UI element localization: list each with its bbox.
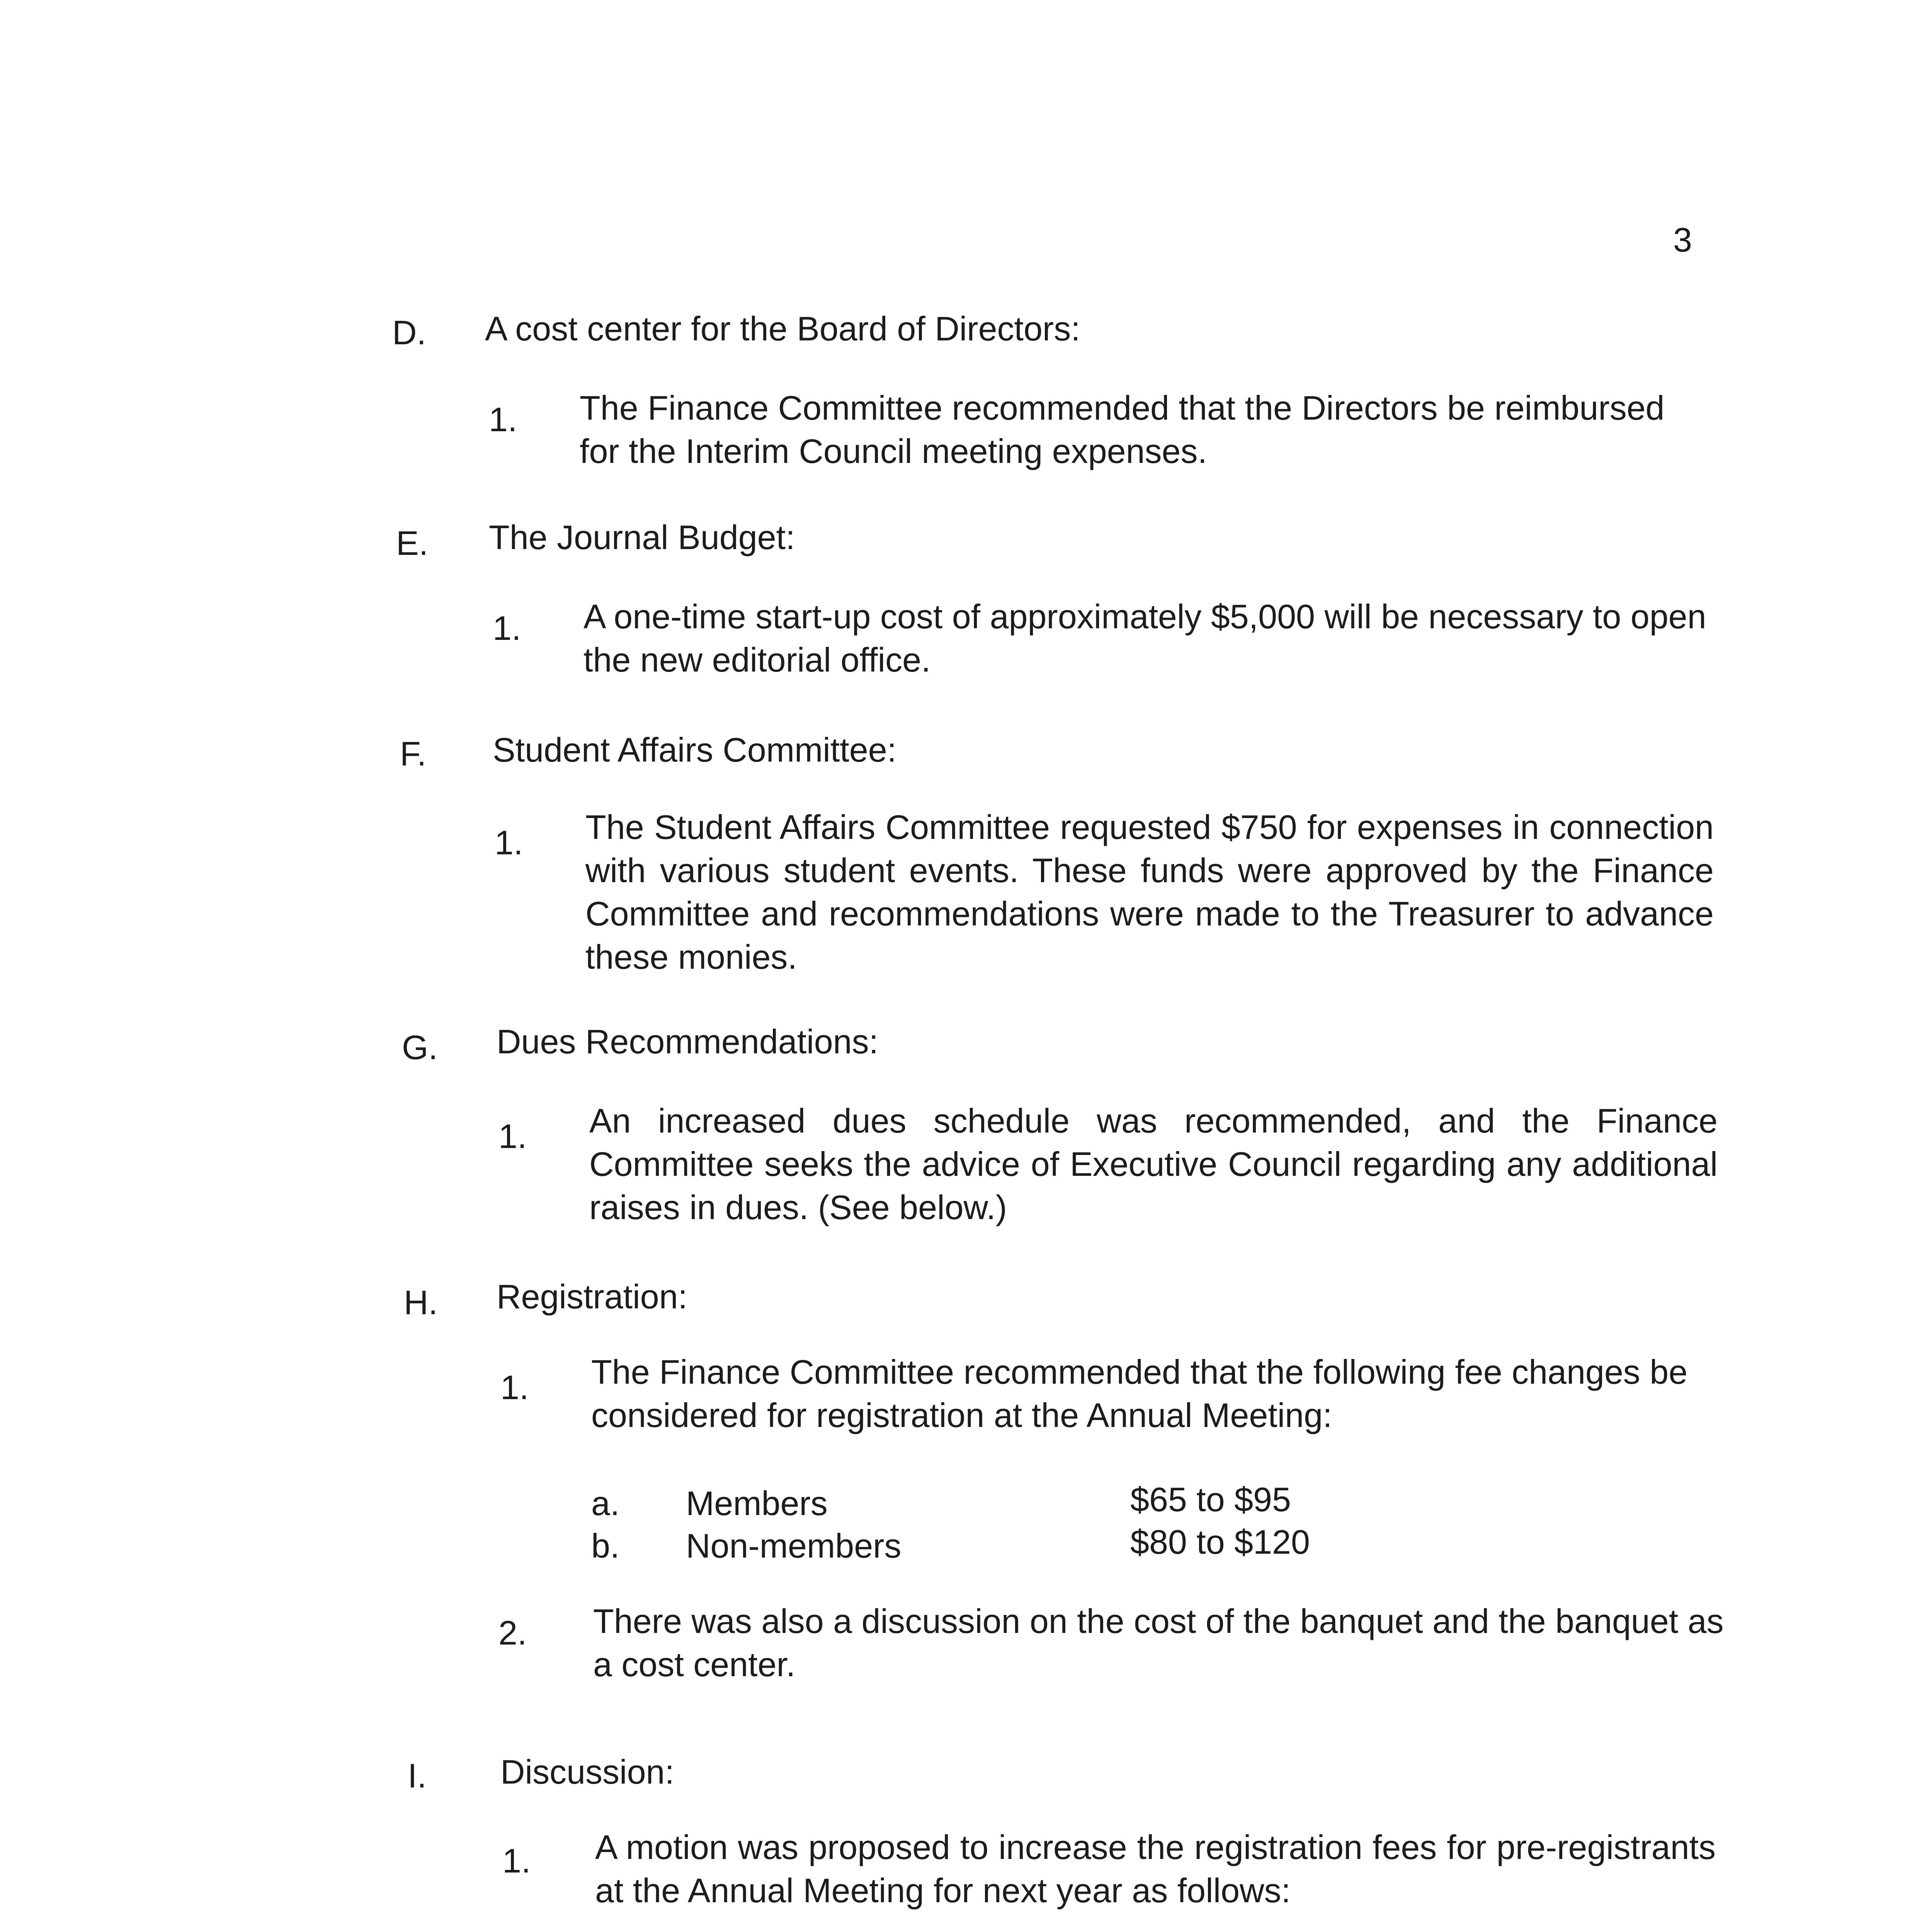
fee-label-members: Members bbox=[686, 1484, 828, 1522]
item-number-h1: 1. bbox=[500, 1368, 529, 1406]
fee-letter-b: b. bbox=[591, 1527, 620, 1565]
fee-change-non-members: $80 to $120 bbox=[1130, 1523, 1310, 1561]
item-text-g1: An increased dues schedule was recommended, and the Finance Committee seeks the advice of Executive Council regarding any additional raises in dues. (See below.) bbox=[589, 1102, 1718, 1226]
fee-label-non-members: Non-members bbox=[686, 1527, 902, 1565]
item-number-e1: 1. bbox=[493, 609, 521, 647]
section-heading-h: Registration: bbox=[497, 1277, 688, 1316]
section-heading-f: Student Affairs Committee: bbox=[493, 731, 897, 769]
section-heading-i: Discussion: bbox=[500, 1753, 674, 1791]
section-letter-i: I. bbox=[408, 1757, 427, 1795]
item-number-f1: 1. bbox=[495, 823, 523, 862]
item-text-h1: The Finance Committee recommended that the following fee changes be considered for registration at the Annual Meeting: bbox=[591, 1353, 1688, 1434]
fee-letter-a: a. bbox=[591, 1484, 620, 1522]
section-letter-g: G. bbox=[402, 1028, 438, 1066]
item-text-d1: The Finance Committee recommended that the Directors be reimbursed for the Interim Council meeting expenses. bbox=[580, 389, 1665, 470]
section-letter-f: F. bbox=[400, 735, 427, 773]
page-number: 3 bbox=[1673, 221, 1692, 259]
item-number-g1: 1. bbox=[498, 1117, 527, 1155]
item-text-h2: There was also a discussion on the cost of the banquet and the banquet as a cost center. bbox=[593, 1602, 1724, 1684]
item-number-h2: 2. bbox=[498, 1614, 527, 1652]
item-text-i1: A motion was proposed to increase the registration fees for pre-registrants at the Annual Meeting for next year as follows: bbox=[595, 1828, 1716, 1910]
section-heading-e: The Journal Budget: bbox=[489, 518, 795, 556]
section-heading-d: A cost center for the Board of Directors: bbox=[485, 310, 1080, 348]
section-letter-e: E. bbox=[396, 524, 429, 562]
section-heading-g: Dues Recommendations: bbox=[497, 1022, 879, 1061]
item-number-d1: 1. bbox=[489, 400, 517, 439]
item-text-f1: The Student Affairs Committee requested $750 for expenses in connection with various student events. These funds were approved by the Finance Committee and recommendations were made to the Treasurer to advance these monies. bbox=[585, 808, 1714, 976]
section-letter-h: H. bbox=[404, 1283, 438, 1321]
fee-change-members: $65 to $95 bbox=[1130, 1480, 1291, 1519]
item-text-e1: A one-time start-up cost of approximately $5,000 will be necessary to open the new editorial office. bbox=[583, 597, 1706, 679]
item-number-i1: 1. bbox=[502, 1842, 531, 1880]
section-letter-d: D. bbox=[392, 313, 426, 352]
